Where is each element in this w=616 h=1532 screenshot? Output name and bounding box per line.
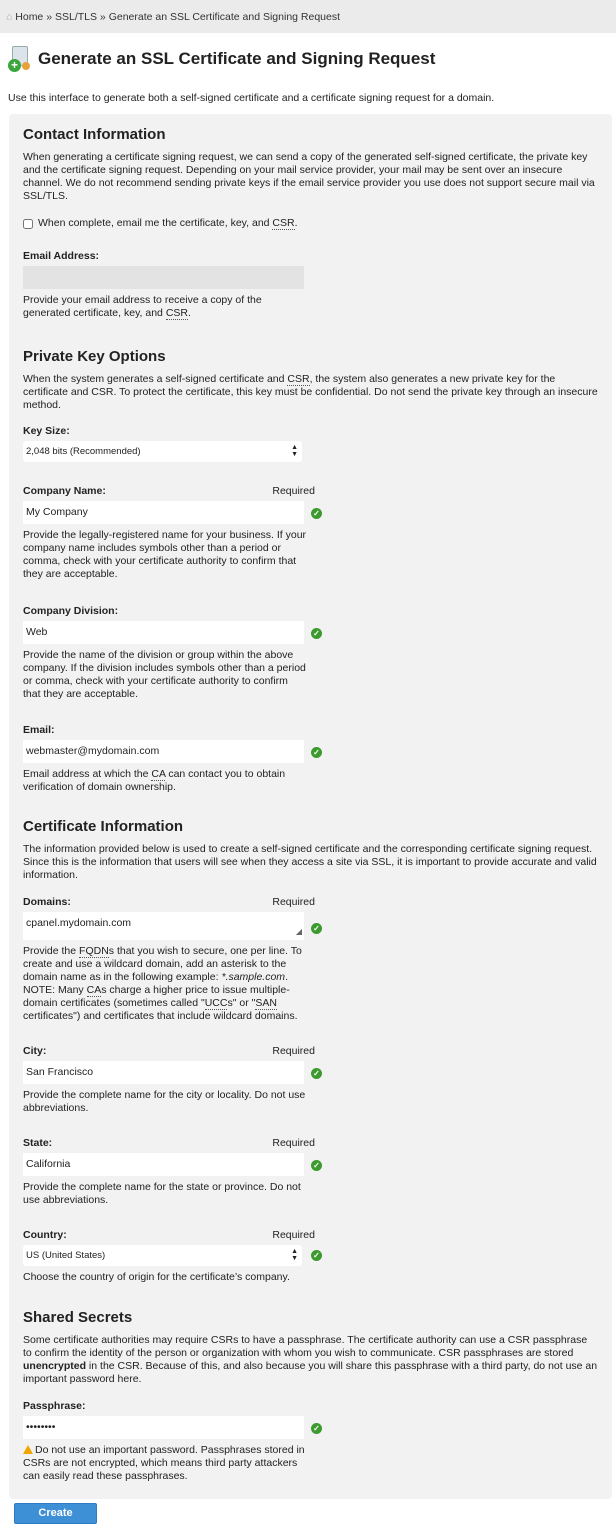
company-name-input[interactable]: My Company [23,501,304,524]
valid-check-icon: ✓ [311,1068,322,1079]
help-text: . NOTE: Many [23,971,288,996]
desc-text: , the system also generates a new private key for the certificate and CSR. To protect the certificate, this key must be confidential. Do not send the private key through an insecure method. [23,373,598,411]
help-text: can contact you to obtain verification of domain ownership. [23,768,286,793]
contact-heading: Contact Information [23,126,166,143]
selected-value: US (United States) [26,1250,106,1261]
label-text: Company Division: [23,605,119,617]
home-icon: ⌂ [6,11,13,23]
company-division-label [23,605,315,618]
san-abbr: SAN [255,997,277,1009]
email-address-label [23,250,315,263]
passphrase-label [23,1400,315,1413]
resize-grip-icon[interactable]: ◢ [295,927,302,936]
city-help: Provide the complete name for the city or locality. Do not use abbreviations. [23,1089,306,1114]
email-label [23,724,315,737]
valid-check-icon: ✓ [311,1250,322,1261]
intro-text: Use this interface to generate both a self-signed certificate and a certificate signing request for a domain. [8,92,495,104]
state-help: Provide the complete name for the state or province. Do not use abbreviations. [23,1181,301,1206]
valid-check-icon: ✓ [311,747,322,758]
fqdn-abbr: FQDN [79,945,109,957]
label-text: Country: [23,1229,67,1241]
domains-textarea[interactable] [23,912,304,940]
page-title: Generate an SSL Certificate and Signing Request [38,49,436,68]
company-division-help: Provide the name of the division or group within the above company. If the division includes symbols other than a period or comma, check with your certificate authority to confirm that they are acceptable. [23,649,306,700]
help-text: s that you wish to secure, one per line. To create and use a wildcard domain, add an asterisk to the domain name as in the following example: [23,945,302,983]
period: . [187,307,191,319]
state-input[interactable]: California [23,1153,304,1176]
private-key-heading: Private Key Options [23,348,166,365]
breadcrumb-ssl-tls[interactable]: SSL/TLS [54,11,97,23]
domains-label [23,896,315,909]
ucc-abbr: UCC [204,997,228,1009]
help-text: Provide your email address to receive a copy of the generated certificate, key, and [23,294,262,319]
passphrase-warning [23,1444,308,1483]
ca-abbr: CA [151,768,166,780]
certificate-add-icon: + [8,46,32,72]
key-size-label [23,425,315,438]
required-label: Required [272,1137,315,1149]
required-label: Required [272,896,315,908]
valid-check-icon: ✓ [311,923,322,934]
country-select[interactable] [23,1245,302,1266]
company-name-label [23,485,315,498]
textarea-value: cpanel.mydomain.com [26,917,132,929]
help-text: s charge a higher price to issue multiple-domain certificates (sometimes called " [23,984,290,1009]
state-field [23,1137,320,1207]
csr-abbr: CSR [287,373,310,385]
csr-abbr: CSR [272,217,295,229]
cert-info-heading: Certificate Information [23,818,184,835]
help-text: Provide the [23,945,80,957]
city-label [23,1045,315,1058]
email-help [23,768,308,794]
cert-info-description: The information provided below is used to create a self-signed certificate and the corresponding certificate signing request. Since this is the information that users will see when they access a site via SSL, it is important to provide accurate and valid information. [23,843,597,881]
page-header [8,46,616,72]
csr-abbr: CSR [165,307,188,319]
required-label: Required [272,1229,315,1241]
country-field [23,1229,320,1284]
required-label: Required [272,485,315,497]
warning-text: Do not use an important password. Passphrases stored in CSRs are not encrypted, which means third party attackers can easily read these passphrases. [23,1444,305,1482]
domains-help [23,945,308,1023]
label-text: City: [23,1045,47,1057]
company-name-help: Provide the legally-registered name for your business. If your company name includes symbols other than a period or comma, check with your certificate authority to confirm that they are acceptable. [23,529,307,580]
ca-abbr: CA [86,984,102,996]
passphrase-input[interactable]: •••••••• [23,1416,304,1439]
period: . [294,217,298,229]
breadcrumb [0,0,616,33]
label-text: When complete, email me the certificate, key, and [38,217,273,229]
breadcrumb-separator: » [46,11,53,23]
company-name-field [23,485,320,581]
breadcrumb-separator: » [99,11,106,23]
required-label: Required [272,1045,315,1057]
label-text: Email: [23,724,55,736]
warning-icon [23,1445,33,1454]
form-panel [9,114,612,1499]
email-me-checkbox[interactable] [23,219,33,229]
desc-text: in the CSR. Because of this, and also because you will share this passphrase with a third party, do not use an important password here. [23,1360,598,1385]
email-address-field [23,250,315,320]
label-text: Email Address: [23,250,100,262]
key-size-select[interactable] [23,441,302,462]
desc-text: Some certificate authorities may require CSRs to have a passphrase. The certificate authority can use a CSR passphrase to confirm the identity of the person or organization with whom you wish to communicate. CSR passphrases are stored [23,1334,588,1359]
shared-secrets-description [23,1334,598,1386]
city-field [23,1045,320,1115]
shared-secrets-heading: Shared Secrets [23,1309,133,1326]
email-me-checkbox-row[interactable] [23,217,598,230]
valid-check-icon: ✓ [311,628,322,639]
help-text: s" or " [227,997,256,1009]
create-button[interactable]: Create [14,1503,97,1524]
email-address-input[interactable] [23,266,304,289]
private-key-description [23,373,598,412]
example-domain: *.sample.com [221,971,286,983]
help-text: certificates") and certificates that include wildcard domains. [23,1010,298,1022]
desc-text: When the system generates a self-signed certificate and [23,373,288,385]
email-address-help [23,294,308,320]
help-text: Email address at which the [23,768,152,780]
company-division-field [23,605,320,701]
valid-check-icon: ✓ [311,508,322,519]
state-label [23,1137,315,1150]
city-input[interactable]: San Francisco [23,1061,304,1084]
contact-description: When generating a certificate signing request, we can send a copy of the generated self-signed certificate, the private key and the certificate signing request. Depending on your mail service provider, your mail may be sent over an insecure channel. We do not recommend sending private keys if the email service provider you use does not support secure mail via SSL/TLS. [23,151,595,202]
breadcrumb-current: Generate an SSL Certificate and Signing Request [108,11,341,23]
passphrase-field [23,1400,320,1483]
domains-field [23,896,320,1023]
email-input[interactable]: webmaster@mydomain.com [23,740,304,763]
label-text: Domains: [23,896,71,908]
breadcrumb-home[interactable]: Home [15,11,44,23]
label-text: Company Name: [23,485,106,497]
unencrypted-emphasis: unencrypted [23,1360,87,1372]
valid-check-icon: ✓ [311,1423,322,1434]
email-field [23,724,320,794]
company-division-input[interactable]: Web [23,621,304,644]
label-text: Key Size: [23,425,70,437]
valid-check-icon: ✓ [311,1160,322,1171]
country-label [23,1229,315,1242]
label-text: State: [23,1137,53,1149]
key-size-field [23,425,315,462]
label-text: Passphrase: [23,1400,86,1412]
select-arrows-icon: ▲ ▼ [291,444,298,458]
email-me-label [38,217,298,230]
country-help: Choose the country of origin for the certificate’s company. [23,1271,290,1283]
select-arrows-icon: ▲ ▼ [291,1248,298,1262]
selected-value: 2,048 bits (Recommended) [26,446,141,457]
